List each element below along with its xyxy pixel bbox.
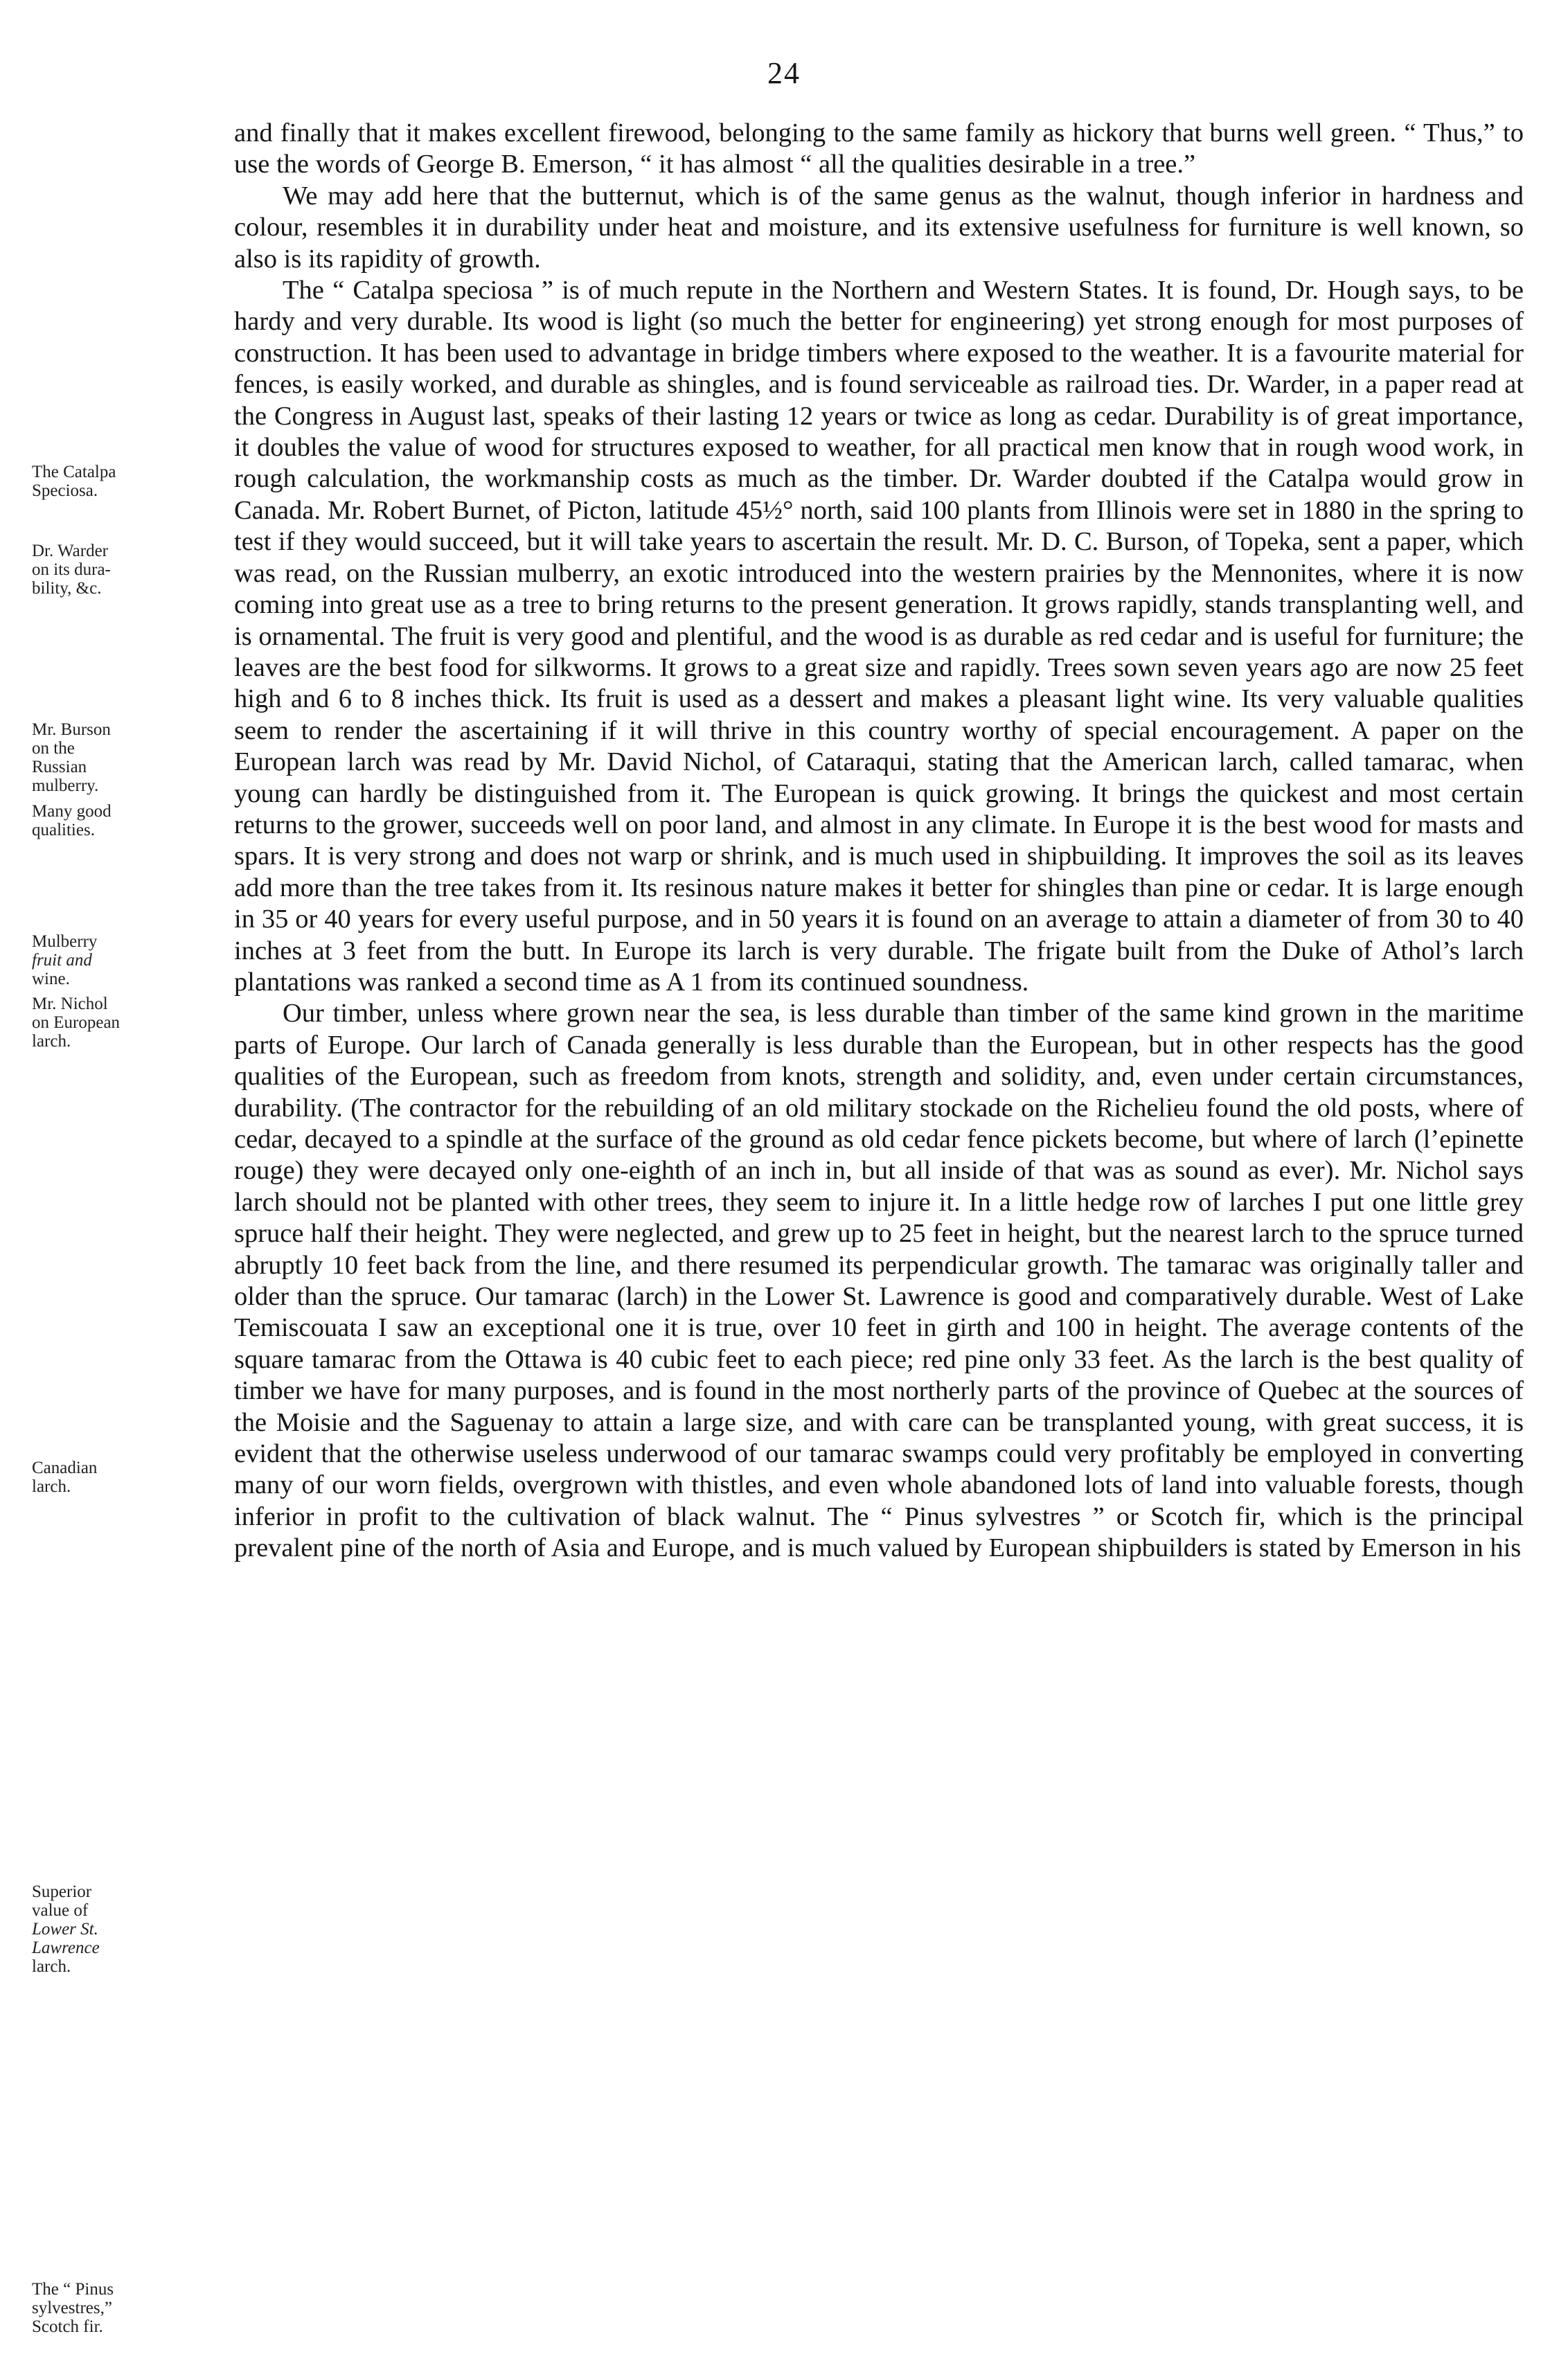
margin-note-catalpa: The Catalpa Speciosa. <box>32 463 116 500</box>
margin-note-canadian-larch: Canadian larch. <box>32 1459 98 1496</box>
paragraph: and finally that it makes excellent firewood, belonging to the same family as hickory that burns well green. “ Thus,” to use the words of George B. Emerson, “ it has almost “ all the qualities desirable in a tree.” <box>234 118 1524 179</box>
body-text <box>234 118 1524 1565</box>
margin-note-good-qualities: Many good qualities. <box>32 802 112 839</box>
margin-note-burson: Mr. Burson on the Russian mulberry. <box>32 720 111 795</box>
margin-note-warder: Dr. Warder on its dura- bility, &c. <box>32 542 111 598</box>
margin-note-lower-st-lawrence: Superior value of Lower St. Lawrence larch. <box>32 1882 100 1976</box>
margin-note-mulberry-wine: Mulberry fruit and wine. <box>32 932 98 988</box>
margin-note-nichol: Mr. Nichol on European larch. <box>32 995 121 1051</box>
paragraph: We may add here that the butternut, which is of the same genus as the walnut, though inferior in hardness and colour, resembles it in durability under heat and moisture, and its extensive usefulness for furniture is well known, so also is its rapidity of growth. <box>234 181 1524 274</box>
margin-note-pinus-sylvestres: The “ Pinus sylvestres,” Scotch fir. <box>32 2280 114 2336</box>
paragraph: The “ Catalpa speciosa ” is of much repute in the Northern and Western States. It is found, Dr. Hough says, to be hardy and very durable. Its wood is light (so much the better for engineering) yet strong enough for most purposes of construction. It has been used to advantage in bridge timbers where exposed to the weather. It is a favourite material for fences, is easily worked, and durable as shingles, and is found serviceable as railroad ties. Dr. Warder, in a paper read at the Congress in August last, speaks of their lasting 12 years or twice as long as cedar. Durability is of great importance, it doubles the value of wood for structures exposed to weather, for all practical men know that in rough wood work, in rough calculation, the workmanship costs as much as the timber. Dr. Warder doubted if the Catalpa would grow in Canada. Mr. Robert Burnet, of Picton, latitude 45½° north, said 100 plants from Illinois were set in 1880 in the spring to test if they would succeed, but it will take years to ascertain the result. Mr. D. C. Burson, of Topeka, sent a paper, which was read, on the Russian mulberry, an exotic introduced into the western prairies by the Mennonites, where it is now coming into great use as a tree to bring returns to the present generation. It grows rapidly, stands transplanting well, and is ornamental. The fruit is very good and plentiful, and the wood is as durable as red cedar and is useful for furniture; the leaves are the best food for silkworms. It grows to a great size and rapidly. Trees sown seven years ago are now 25 feet high and 6 to 8 inches thick. Its fruit is used as a dessert and makes a pleasant light wine. Its very valuable qualities seem to render the ascertaining if it will thrive in this country worthy of special encouragement. A paper on the European larch was read by Mr. David Nichol, of Cataraqui, stating that the American larch, called tamarac, when young can hardly be distinguished from it. The European is quick growing. It brings the quickest and most certain returns to the grower, succeeds well on poor land, and almost in any climate. In Europe it is the best wood for masts and spars. It is very strong and does not warp or shrink, and is much used in shipbuilding. It improves the soil as its leaves add more than the tree takes from it. Its resinous nature makes it better for shingles than pine or cedar. It is large enough in 35 or 40 years for every useful purpose, and in 50 years it is found on an average to attain a diameter of from 30 to 40 inches at 3 feet from the butt. In Europe its larch is very durable. The frigate built from the Duke of Athol’s larch plantations was ranked a second time as A 1 from its continued soundness. <box>234 276 1524 997</box>
page-number: 24 <box>767 56 801 90</box>
paragraph: Our timber, unless where grown near the sea, is less durable than timber of the same kind grown in the maritime parts of Europe. Our larch of Canada generally is less durable than the European, but in other respects has the good qualities of the European, such as freedom from knots, strength and solidity, and, even under certain circumstances, durability. (The contractor for the rebuilding of an old military stockade on the Richelieu found the old posts, where of cedar, decayed to a spindle at the surface of the ground as old cedar fence pickets become, but where of larch (l’epinette rouge) they were decayed only one-eighth of an inch in, but all inside of that was as sound as ever). Mr. Nichol says larch should not be planted with other trees, they seem to injure it. In a little hedge row of larches I put one little grey spruce half their height. They were neglected, and grew up to 25 feet in height, but the nearest larch to the spruce turned abruptly 10 feet back from the line, and there resumed its perpendicular growth. The tamarac was originally taller and older than the spruce. Our tamarac (larch) in the Lower St. Lawrence is good and comparatively durable. West of Lake Temiscouata I saw an exceptional one it is true, over 10 feet in girth and 100 in height. The average contents of the square tamarac from the Ottawa is 40 cubic feet to each piece; red pine only 33 feet. As the larch is the best quality of timber we have for many purposes, and is found in the most northerly parts of the province of Quebec at the sources of the Moisie and the Saguenay to attain a large size, and with care can be transplanted young, with great success, it is evident that the otherwise useless underwood of our tamarac swamps could very profitably be employed in converting many of our worn fields, overgrown with thistles, and even whole abandoned lots of land into valuable forests, though inferior in profit to the cultivation of black walnut. The “ Pinus sylvestres ” or Scotch fir, which is the principal prevalent pine of the north of Asia and Europe, and is much valued by European shipbuilders is stated by Emerson in his <box>234 999 1524 1563</box>
